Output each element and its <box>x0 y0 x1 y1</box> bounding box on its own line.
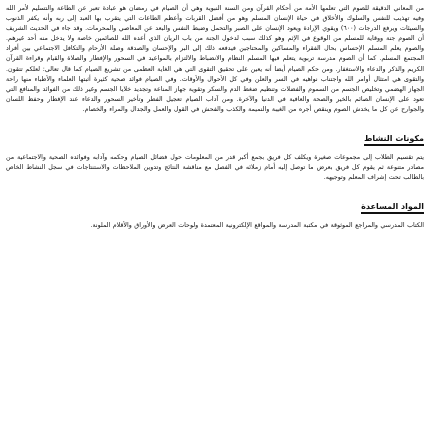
section-heading-activity-components <box>6 133 424 145</box>
intro-paragraph: من المعاني الدقيقة للصوم التي تعلمها الأمة من أحكام القرآن ومن السنة النبوية وهي أن الصيام في رمضان هو عبادة تعبر عن الطاعة والتسليم لأمر الله وفيه تهذيب للنفس والسلوك والأخلاق في حياة الإنسان المسلم وهو من أفضل القربات وأعظم الطاعات التي يتقرب بها العبد إلى ربه وأنه يكفر الذنوب والسيئات ويرفع الدرجات (٦٠٠) ويقوي الإرادة ويعود الإنسان على الصبر والتحمل وضبط النفس والبعد عن المعاصي والمحرمات. وقد جاء في الحديث الشريف أن الصوم جنة ووقاية للمسلم من الوقوع في الإثم وهو كذلك سبب لدخول الجنة من باب الريان الذي أعده الله للصائمين خاصة ولا يدخل منه أحد غيرهم. والصوم يعلم المسلم الإحساس بحال الفقراء والمساكين والمحتاجين فيدفعه ذلك إلى البر والإحسان والصدقة وصلة الأرحام والتكافل الاجتماعي بين أفراد المجتمع المسلم. كما أن الصوم مدرسة تربوية يتعلم فيها المسلم النظام والانضباط والالتزام بالمواعيد في السحور والإفطار والصلاة والقيام وقراءة القرآن الكريم والذكر والدعاء والاستغفار. ومن حكم الصيام أيضا أنه يعين على تحقيق التقوى التي هي الغاية العظمى من تشريع الصيام كما قال تعالى: لعلكم تتقون. والتقوى هي امتثال أوامر الله واجتناب نواهيه في السر والعلن وفي كل الأحوال والأوقات. وفي الصيام فوائد صحية كثيرة أثبتها العلماء والأطباء منها راحة الجهاز الهضمي وتخليص الجسم من السموم والفضلات وتنظيم ضغط الدم والسكر وتقوية جهاز المناعة وتجديد خلايا الجسم وغير ذلك من الفوائد والمنافع التي تعود على الإنسان الصائم بالخير والصحة والعافية في الدنيا والآخرة. ومن آداب الصيام تعجيل الفطر وتأخير السحور والدعاء عند الإفطار وحفظ اللسان والجوارح عن كل ما يخدش الصوم وينقص أجره من الغيبة والنميمة والكذب والفحش في القول والعمل والجدال والمراء والخصام. <box>6 5 424 113</box>
activity-components-paragraph: يتم تقسيم الطلاب إلى مجموعات صغيرة ويكلف كل فريق بجمع أكبر قدر من المعلومات حول فضائل الصيام وحكمه وآدابه وفوائده الصحية والاجتماعية من مصادر متنوعة ثم يقوم كل فريق بعرض ما توصل إليه أمام زملائه في الفصل مع مناقشة النتائج وتدوين الملاحظات والاستنتاجات في سجل النشاط الخاص بالطالب تحت إشراف المعلم وتوجيهه. <box>6 154 424 182</box>
spacer <box>6 213 424 221</box>
section-heading-supporting-materials <box>6 201 424 213</box>
section-heading-text: مكونات النشاط <box>364 134 424 146</box>
supporting-materials-paragraph: الكتاب المدرسي والمراجع الموثوقة في مكتبة المدرسة والمواقع الإلكترونية المعتمدة ولوحات العرض والأوراق والأقلام الملونة. <box>90 222 424 230</box>
section-heading-text: المواد المساعدة <box>361 202 424 214</box>
spacer <box>6 115 424 133</box>
document-content <box>6 4 424 231</box>
spacer <box>6 145 424 153</box>
spacer <box>6 183 424 201</box>
